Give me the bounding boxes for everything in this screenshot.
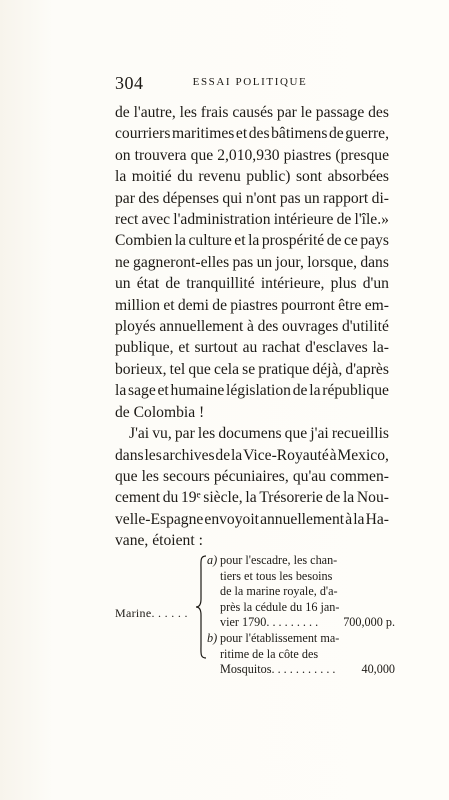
text-line: de Colombia !	[115, 403, 205, 421]
entry-letter: a)	[207, 553, 218, 567]
text-line: ne gagneront-elles pas un jour, lorsque, dans	[115, 253, 389, 271]
curly-brace	[195, 555, 207, 659]
entry-amount: 700,000 p.	[343, 615, 395, 629]
text-line: rect avec l'administration intérieure de l'île.»	[115, 211, 389, 229]
entry-line: pour l'escadre, les chan-	[220, 553, 338, 567]
table-row-label: Marine. . . . . .	[115, 606, 188, 620]
text-line: un état de tranquillité intérieure, plus d'un	[115, 275, 389, 293]
page-header	[115, 73, 385, 93]
text-line: cement du 19ᵉ siècle, la Trésorerie de la Nou-	[115, 489, 389, 507]
table-entry-a	[207, 553, 395, 631]
text-line: Combien la culture et la prospérité de ce pays	[115, 232, 389, 250]
text-line: de l'autre, les frais causés par le passage des	[115, 104, 389, 121]
paragraph-1	[115, 102, 389, 423]
entry-line: près la cédule du 16 jan-	[220, 599, 340, 614]
entry-line: Mosquitos. . . . . . . . . . .	[220, 662, 336, 677]
running-head: ESSAI POLITIQUE	[192, 76, 308, 88]
text-line: par des dépenses qui n'ont pas un rapport di-	[115, 189, 389, 207]
body-text	[115, 102, 389, 552]
entry-amount: 40,000	[361, 662, 395, 676]
entry-line: de la marine royale, d'a-	[220, 584, 338, 599]
text-line: dans les archives de la Vice-Royauté à Mexico,	[115, 446, 389, 464]
table-entry-b	[207, 631, 395, 678]
text-line: la sage et humaine législation de la république	[115, 382, 389, 400]
text-line: publique, et surtout au rachat d'esclaves la-	[115, 339, 389, 357]
entry-line: pour l'établissement ma-	[220, 631, 340, 645]
page-number: 304	[115, 73, 144, 93]
text-line: courriers maritimes et des bâtimens de guerre,	[115, 125, 389, 143]
paragraph-2	[115, 423, 389, 551]
text-line: vane, étoient :	[115, 532, 203, 550]
entry-line: ritime de la côte des	[220, 646, 319, 661]
text-line: borieux, tel que cela se pratique déjà, d'après	[115, 360, 389, 378]
text-line: on trouvera que 2,010,930 piastres (presque	[115, 146, 389, 164]
text-line: velle-Espagne envoyoit annuellement à la Ha-	[115, 510, 389, 528]
entry-line: tiers et tous les besoins	[220, 568, 333, 583]
entry-letter: b)	[207, 631, 218, 645]
text-line: la moitié du revenu public) sont absorbées	[115, 168, 389, 186]
text-line: J'ai vu, par les documens que j'ai recueillis	[129, 425, 389, 443]
budget-table	[115, 553, 395, 677]
text-line: ployés annuellement à des ouvrages d'utilité	[115, 318, 389, 336]
text-line: million et demi de piastres pourront être em-	[115, 296, 389, 314]
text-line: que les secours pécuniaires, qu'au commen-	[115, 467, 389, 485]
entry-line: vier 1790. . . . . . . . .	[220, 615, 319, 630]
